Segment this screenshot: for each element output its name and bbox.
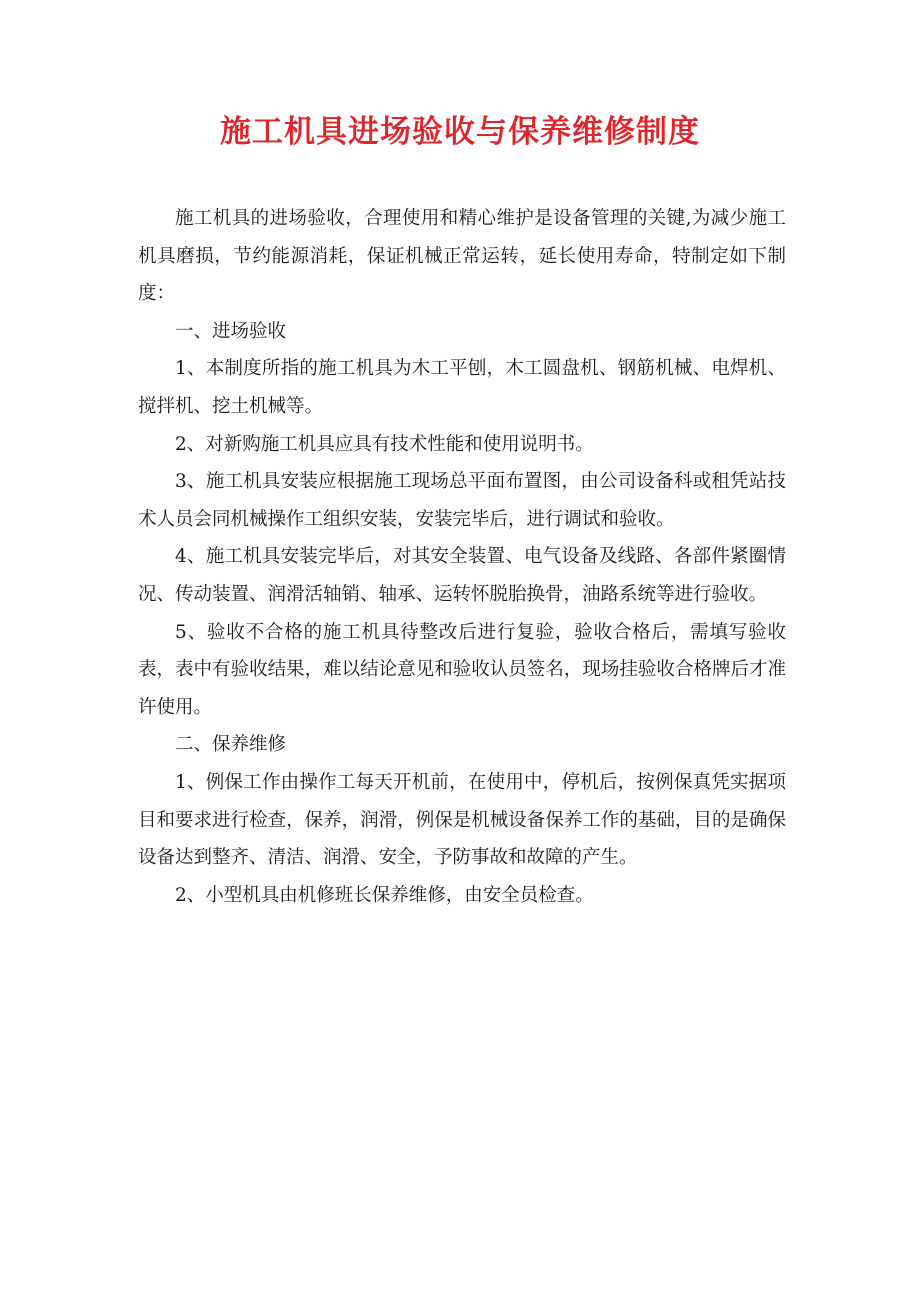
acceptance-item-4: 4、施工机具安装完毕后，对其安全装置、电气设备及线路、各部件紧圈情况、传动装置、润滑活轴销、轴承、运转怀脱胎换骨，油路系统等进行验收。: [138, 546, 786, 605]
document-title: 施工机具进场验收与保养维修制度: [220, 114, 700, 150]
maintenance-item-2: 2、小型机具由机修班长保养维修，由安全员检查。: [175, 884, 594, 906]
document-body: [138, 200, 786, 914]
acceptance-item-3: 3、施工机具安装应根据施工现场总平面布置图，由公司设备科或租凭站技术人员会同机械操作工组织安装，安装完毕后，进行调试和验收。: [138, 471, 786, 530]
acceptance-item-1: 1、本制度所指的施工机具为木工平刨，木工圆盘机、钢筋机械、电焊机、搅拌机、挖土机械等。: [138, 358, 786, 417]
section-heading-maintenance: 二、保养维修: [175, 734, 287, 756]
maintenance-item-1: 1、例保工作由操作工每天开机前，在使用中，停机后，按例保真凭实据项目和要求进行检查，保养，润滑，例保是机械设备保养工作的基础，目的是确保设备达到整齐、清洁、润滑、安全，予防事故和故障的产生。: [138, 771, 786, 869]
intro-paragraph: 施工机具的进场验收，合理使用和精心维护是设备管理的关键,为减少施工机具磨损，节约能源消耗，保证机械正常运转，延长使用寿命，特制定如下制度：: [138, 208, 786, 305]
section-heading-acceptance: 一、进场验收: [175, 320, 287, 342]
acceptance-item-2: 2、对新购施工机具应具有技术性能和使用说明书。: [175, 433, 594, 455]
acceptance-item-5: 5、验收不合格的施工机具待整改后进行复验，验收合格后，需填写验收表，表中有验收结果，难以结论意见和验收认员签名，现场挂验收合格牌后才准许使用。: [138, 621, 786, 718]
